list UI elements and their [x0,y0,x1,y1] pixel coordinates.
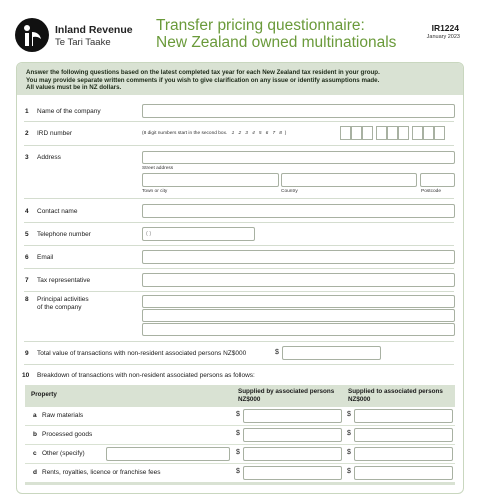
ird-hint [142,131,286,136]
country-field[interactable] [281,173,417,187]
page-title [156,17,396,51]
instructions-box [17,63,463,95]
principal-activities-line-1[interactable] [142,295,455,308]
telephone-field[interactable] [142,227,255,241]
divider [24,268,454,269]
row-label: Raw materials [42,412,84,419]
q7-number: 7 [25,277,29,284]
q8-number: 8 [25,296,29,303]
col-supplied-to-line-1: Supplied to associated persons [348,388,443,395]
divider [24,121,454,122]
row-letter: d [33,469,37,476]
ird-digit-3[interactable] [362,126,373,140]
q5-number: 5 [25,231,29,238]
row-letter: c [33,450,37,457]
divider [24,198,454,199]
divider [24,291,454,292]
q10-number: 10 [22,372,30,379]
form-code: IR1224 [431,23,459,33]
company-name-field[interactable] [142,104,455,118]
title-line-2: New Zealand owned multinationals [156,34,397,51]
supplied-by-raw-materials-field[interactable] [243,409,342,423]
col-supplied-by [238,388,334,403]
principal-activities-line-2[interactable] [142,309,455,322]
postcode-label: Postcode [421,189,442,194]
postcode-field[interactable] [420,173,455,187]
town-city-label: Town or city [142,189,168,194]
row-currency: $ [236,430,240,437]
q8-label-line-1: Principal activities [37,296,89,303]
other-specify-field[interactable] [106,447,230,461]
row-currency: $ [347,411,351,418]
row-label: Processed goods [42,431,93,438]
instructions-line-2: You may provide separate written comments if you wish to give clarification on any issue or identify assumptions made. [26,76,380,84]
q5-label: Telephone number [37,231,91,238]
q1-number: 1 [25,108,29,115]
q3-number: 3 [25,154,29,161]
divider [24,222,454,223]
row-letter: b [33,431,37,438]
q2-label: IRD number [37,130,73,137]
q9-label: Total value of transactions with non-resident associated persons NZ$000 [37,350,247,357]
title-line-1: Transfer pricing questionnaire: [156,17,365,34]
row-letter: a [33,412,37,419]
ird-digit-1[interactable] [340,126,351,140]
table-row [25,445,455,463]
q7-label: Tax representative [37,277,91,284]
tax-representative-field[interactable] [142,273,455,287]
ird-digit-7[interactable] [412,126,423,140]
form-date: January 2023 [426,34,460,40]
ird-example: 1 2 3 4 5 6 7 8 [231,131,284,136]
q3-label: Address [37,154,61,161]
ird-digit-5[interactable] [387,126,398,140]
ird-hint-text: (8 digit numbers start in the second box. [142,131,228,136]
q1-label: Name of the company [37,108,101,115]
row-currency: $ [236,468,240,475]
q8-label-line-2: of the company [37,304,82,311]
row-currency: $ [347,468,351,475]
col-supplied-to-line-2: NZ$000 [348,395,371,403]
row-currency: $ [347,430,351,437]
divider [24,245,454,246]
street-address-label: Street address [142,166,174,171]
col-supplied-by-line-2: NZ$000 [238,395,261,403]
supplied-to-rents-royalties-field[interactable] [354,466,453,480]
ird-hint-end: ) [284,131,287,136]
supplied-to-processed-goods-field[interactable] [354,428,453,442]
q8-label [37,296,89,312]
ird-logo-icon [14,17,50,53]
divider [24,145,454,146]
row-currency: $ [236,449,240,456]
area-code-brackets: ( ) [146,231,152,237]
instructions-line-1: Answer the following questions based on the latest completed tax year for each New Zealand tax resident in your group. [26,69,380,76]
divider [24,364,454,365]
instructions-line-3: All values must be in NZ dollars. [26,84,122,92]
q2-number: 2 [25,130,29,137]
contact-name-field[interactable] [142,204,455,218]
street-address-field[interactable] [142,151,455,164]
ird-digit-8[interactable] [423,126,434,140]
org-subtitle: Te Tari Taake [55,37,111,48]
table-row [25,464,455,482]
ird-digit-9[interactable] [434,126,445,140]
supplied-by-other-field[interactable] [243,447,342,461]
total-transactions-field[interactable] [282,346,381,360]
table-row [25,407,455,425]
q9-number: 9 [25,350,29,357]
town-city-field[interactable] [142,173,279,187]
transactions-table [25,385,455,485]
col-property: Property [31,391,57,398]
org-name: Inland Revenue [55,24,133,36]
form-header [0,0,480,62]
q6-label: Email [37,254,54,261]
ird-digit-4[interactable] [376,126,387,140]
supplied-by-processed-goods-field[interactable] [243,428,342,442]
table-row [25,426,455,444]
q9-currency: $ [275,349,279,356]
q4-label: Contact name [37,208,78,215]
q10-label: Breakdown of transactions with non-resident associated persons as follows: [37,372,255,379]
ird-digit-6[interactable] [398,126,409,140]
ird-digit-2[interactable] [351,126,362,140]
email-field[interactable] [142,250,455,264]
supplied-by-rents-royalties-field[interactable] [243,466,342,480]
col-supplied-to [348,388,443,403]
row-currency: $ [236,411,240,418]
q6-number: 6 [25,254,29,261]
q4-number: 4 [25,208,29,215]
row-label: Other (specify) [42,450,85,457]
country-label: Country [281,189,298,194]
row-currency: $ [347,449,351,456]
row-label: Rents, royalties, licence or franchise fees [42,469,161,476]
supplied-to-raw-materials-field[interactable] [354,409,453,423]
col-supplied-by-line-1: Supplied by associated persons [238,388,335,395]
supplied-to-other-field[interactable] [354,447,453,461]
divider [24,341,454,342]
principal-activities-line-3[interactable] [142,323,455,336]
